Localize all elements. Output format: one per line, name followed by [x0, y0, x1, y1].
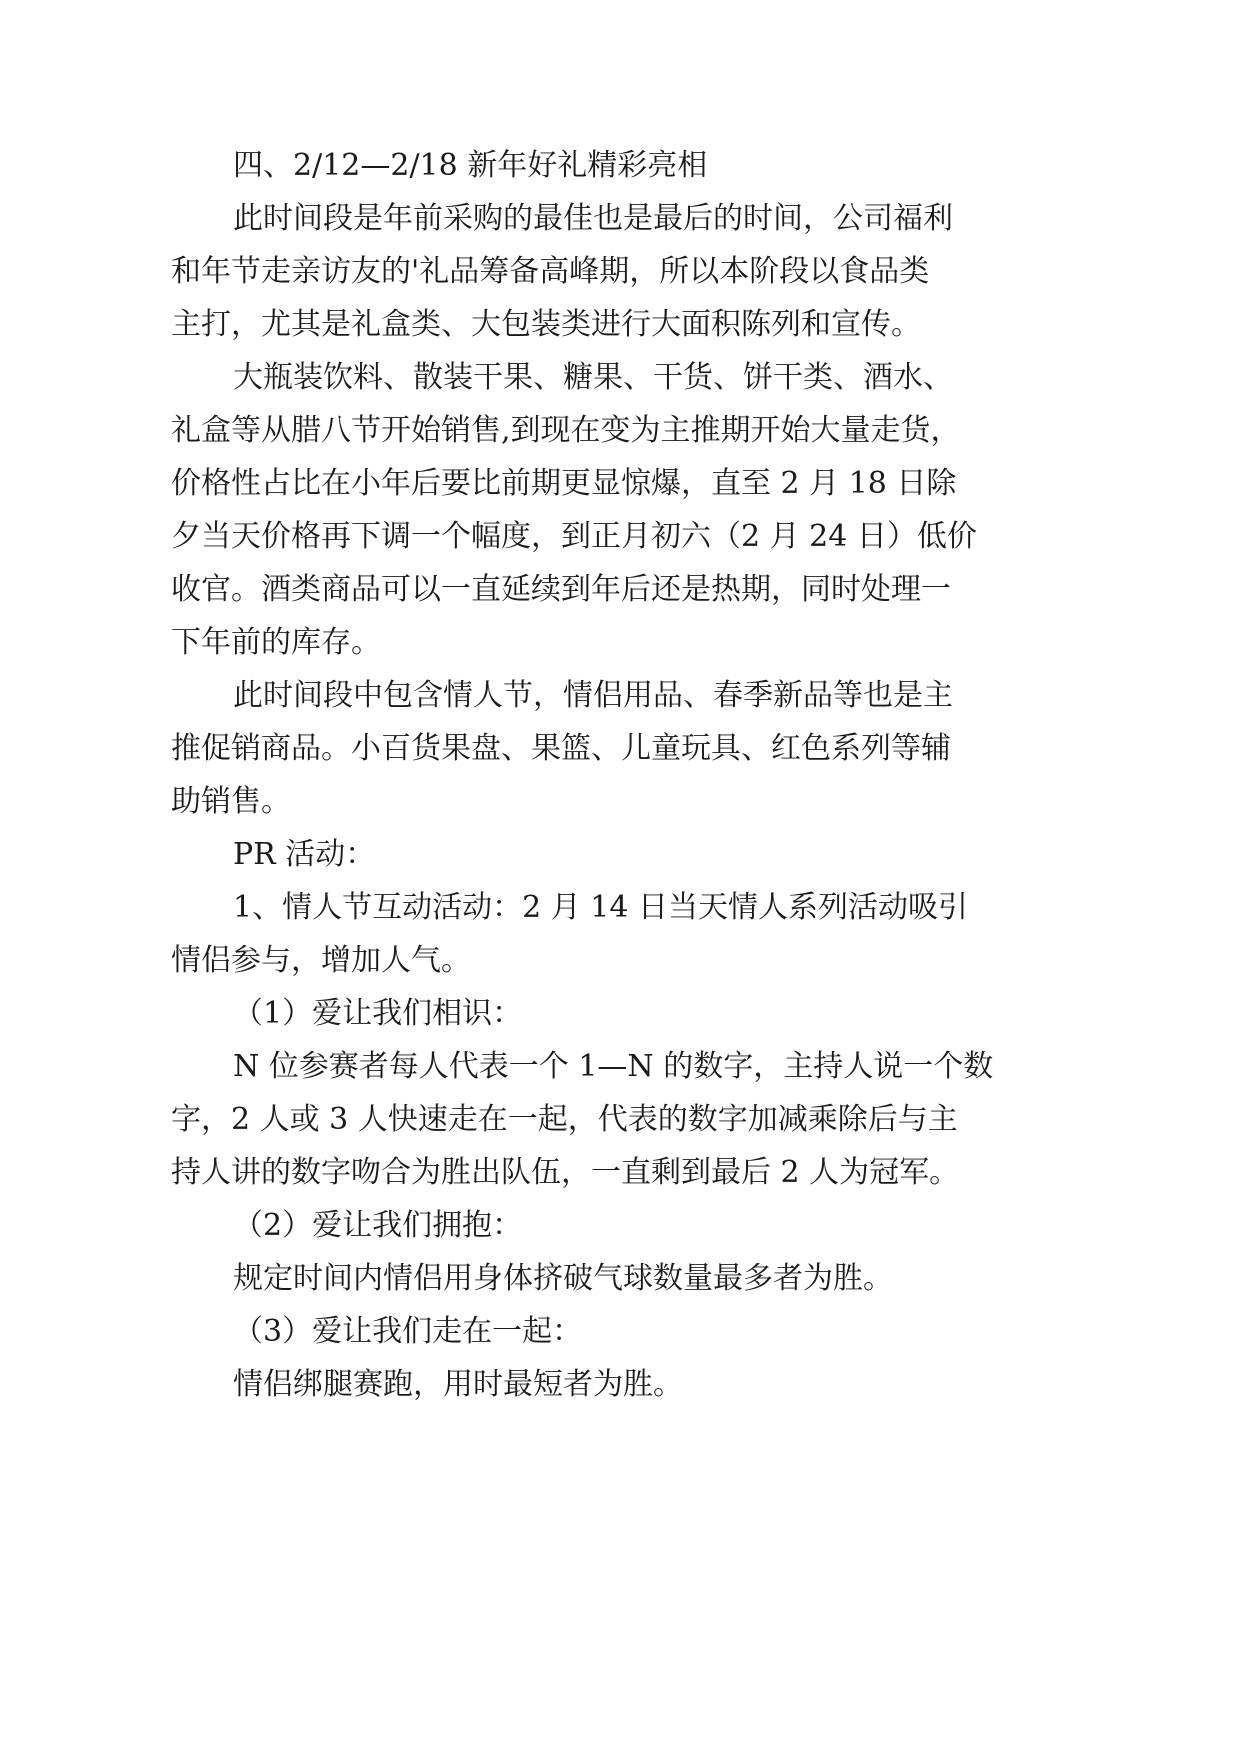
paragraph-line: 情侣绑腿赛跑，用时最短者为胜。 — [233, 1367, 683, 1402]
paragraph-line: 字，2 人或 3 人快速走在一起，代表的数字加减乘除后与主 — [171, 1102, 958, 1137]
paragraph-line: 主打，尤其是礼盒类、大包装类进行大面积陈列和宣传。 — [171, 307, 921, 342]
paragraph-line: 收官。酒类商品可以一直延续到年后还是热期，同时处理一 — [171, 572, 951, 607]
sub-item-heading: （1）爱让我们相识： — [233, 996, 523, 1031]
paragraph-line: 助销售。 — [171, 784, 291, 819]
subsection-heading: PR 活动： — [233, 837, 376, 872]
paragraph-line: 规定时间内情侣用身体挤破气球数量最多者为胜。 — [233, 1261, 893, 1296]
paragraph-line: 推促销商品。小百货果盘、果篮、儿童玩具、红色系列等辅 — [171, 731, 951, 766]
paragraph-line: 此时间段中包含情人节，情侣用品、春季新品等也是主 — [233, 678, 953, 713]
paragraph-line: N 位参赛者每人代表一个 1—N 的数字，主持人说一个数 — [233, 1049, 994, 1084]
paragraph-line: 礼盒等从腊八节开始销售,到现在变为主推期开始大量走货， — [171, 413, 961, 448]
paragraph-line: 夕当天价格再下调一个幅度，到正月初六（2 月 24 日）低价 — [171, 519, 977, 554]
list-item: 1、情人节互动活动：2 月 14 日当天情人系列活动吸引 — [233, 890, 968, 925]
paragraph-line: 持人讲的数字吻合为胜出队伍，一直剩到最后 2 人为冠军。 — [171, 1155, 960, 1190]
paragraph-line: 和年节走亲访友的'礼品筹备高峰期，所以本阶段以食品类 — [171, 254, 930, 289]
sub-item-heading: （2）爱让我们拥抱： — [233, 1208, 523, 1243]
sub-item-heading: （3）爱让我们走在一起： — [233, 1314, 583, 1349]
section-heading: 四、2/12—2/18 新年好礼精彩亮相 — [233, 148, 708, 183]
paragraph-line: 价格性占比在小年后要比前期更显惊爆，直至 2 月 18 日除 — [171, 466, 957, 501]
paragraph-line: 情侣参与，增加人气。 — [171, 943, 471, 978]
paragraph-line: 下年前的库存。 — [171, 625, 381, 660]
paragraph-line: 此时间段是年前采购的最佳也是最后的时间，公司福利 — [233, 201, 953, 236]
paragraph-line: 大瓶装饮料、散装干果、糖果、干货、饼干类、酒水、 — [233, 360, 953, 395]
